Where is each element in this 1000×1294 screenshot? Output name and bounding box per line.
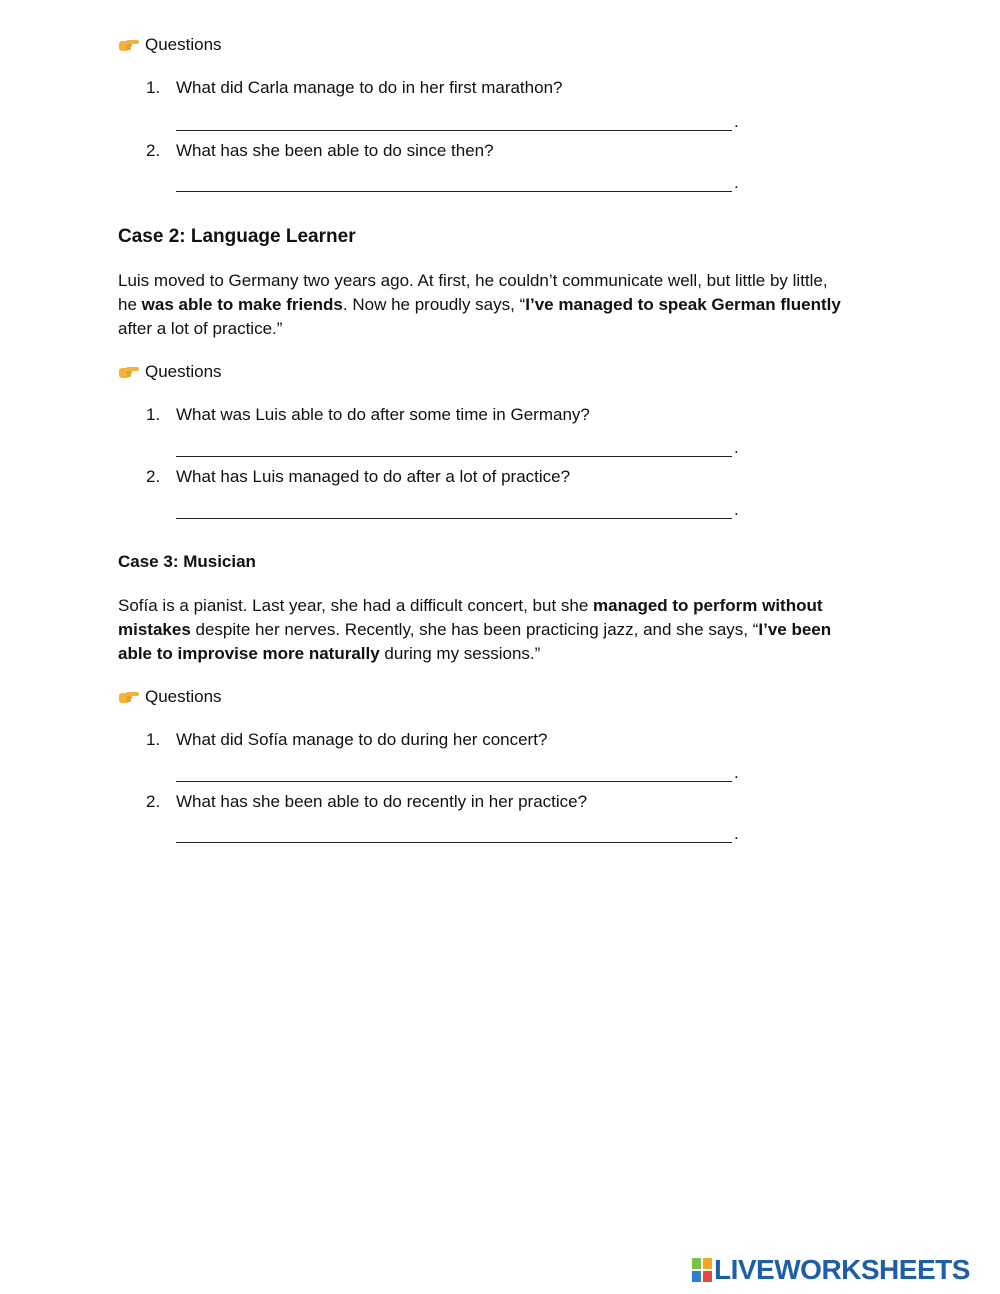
- story-text: during my sessions.”: [379, 644, 541, 663]
- answer-line: [176, 755, 741, 783]
- story-text: . Now he proudly says, “: [342, 295, 526, 314]
- question-item: [118, 465, 878, 489]
- question-text: What has she been able to do since then?: [176, 141, 494, 160]
- liveworksheets-logo: [692, 1255, 970, 1285]
- answer-line: [176, 492, 741, 520]
- answer-input[interactable]: [176, 820, 732, 843]
- question-number: 1.: [146, 405, 161, 424]
- story-text: he: [118, 295, 142, 314]
- pointing-hand-icon: [118, 35, 140, 53]
- question-text: What has Luis managed to do after a lot of practice?: [176, 467, 571, 486]
- question-number: 2.: [146, 467, 161, 486]
- story-bold-text: I’ve been: [758, 620, 832, 639]
- answer-period: .: [734, 112, 739, 131]
- question-text: What was Luis able to do after some time in Germany?: [176, 405, 590, 424]
- answer-input[interactable]: [176, 434, 732, 457]
- question-number: 2.: [146, 141, 161, 160]
- brand-name: LIVEWORKSHEETS: [714, 1254, 970, 1285]
- question-item: [118, 790, 878, 814]
- answer-period: .: [734, 763, 739, 782]
- case-2-story: [118, 269, 893, 341]
- answer-line: [176, 816, 741, 844]
- questions-heading-case-1: [118, 33, 222, 57]
- story-text: after a lot of practice.”: [118, 319, 283, 338]
- questions-heading-case-3: [118, 685, 222, 709]
- answer-period: .: [734, 500, 739, 519]
- story-text: Sofía is a pianist. Last year, she had a difficult concert, but she: [118, 596, 594, 615]
- question-item: [118, 76, 878, 100]
- answer-input[interactable]: [176, 108, 732, 131]
- questions-label: Questions: [145, 687, 222, 706]
- case-2-title: Case 2: Language Learner: [118, 226, 356, 247]
- pointing-hand-icon: [118, 687, 140, 705]
- question-number: 2.: [146, 792, 161, 811]
- case-3-story: [118, 594, 893, 666]
- answer-input[interactable]: [176, 496, 732, 519]
- answer-line: [176, 430, 741, 458]
- pointing-hand-icon: [118, 362, 140, 380]
- answer-period: .: [734, 438, 739, 457]
- question-number: 1.: [146, 730, 161, 749]
- answer-line: [176, 165, 741, 193]
- question-item: [118, 403, 878, 427]
- question-item: [118, 139, 878, 163]
- questions-heading-case-2: [118, 360, 222, 384]
- story-bold-text: was able to make friends: [141, 295, 343, 314]
- story-bold-text: able to improvise more naturally: [118, 644, 380, 663]
- story-bold-text: I’ve managed to speak German fluently: [525, 295, 841, 314]
- question-number: 1.: [146, 78, 161, 97]
- answer-input[interactable]: [176, 759, 732, 782]
- question-text: What has she been able to do recently in her practice?: [176, 792, 588, 811]
- live-grid-icon: [692, 1258, 712, 1282]
- answer-line: [176, 104, 741, 132]
- case-3-title: Case 3: Musician: [118, 552, 256, 571]
- question-text: What did Sofía manage to do during her concert?: [176, 730, 548, 749]
- question-text: What did Carla manage to do in her first marathon?: [176, 78, 563, 97]
- questions-label: Questions: [145, 362, 222, 381]
- answer-input[interactable]: [176, 169, 732, 192]
- story-bold-text: mistakes: [118, 620, 191, 639]
- story-text: despite her nerves. Recently, she has been practicing jazz, and she says, “: [190, 620, 759, 639]
- question-item: [118, 728, 878, 752]
- story-bold-text: managed to perform without: [593, 596, 823, 615]
- story-text: Luis moved to Germany two years ago. At first, he couldn’t communicate well, but little by little,: [118, 271, 828, 290]
- questions-label: Questions: [145, 35, 222, 54]
- answer-period: .: [734, 173, 739, 192]
- answer-period: .: [734, 824, 739, 843]
